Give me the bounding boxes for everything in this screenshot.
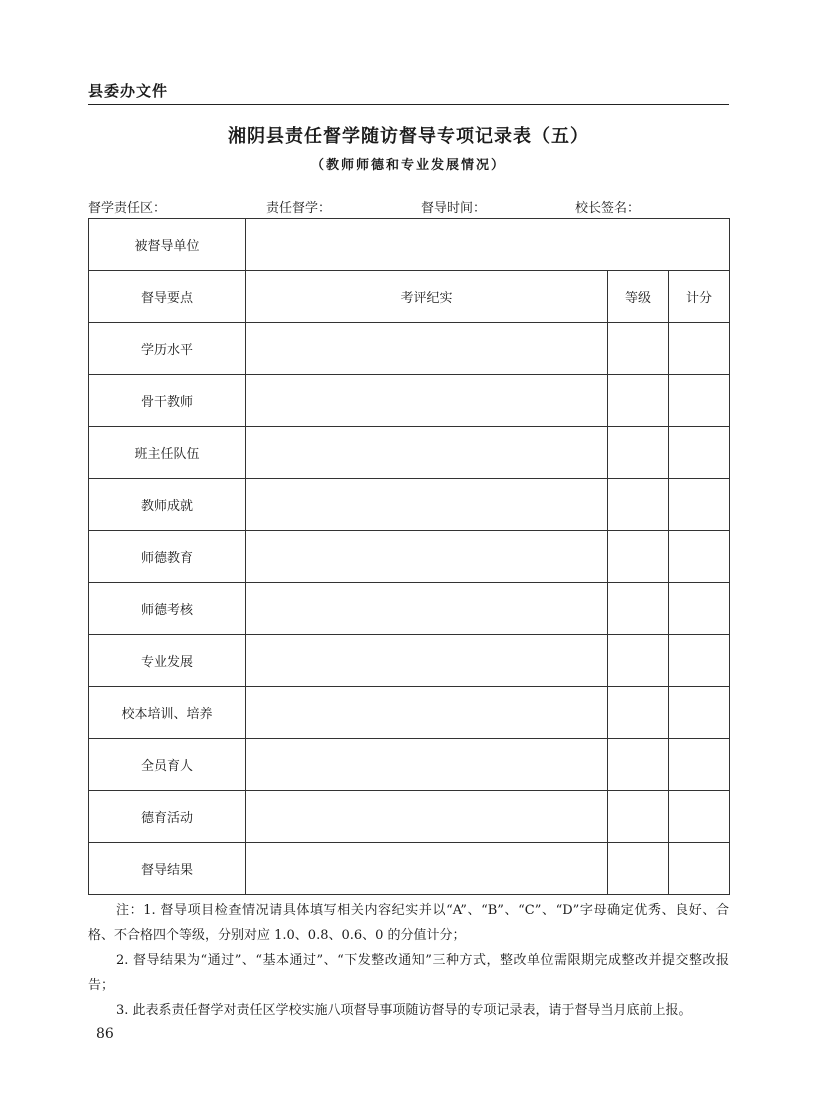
meta-inspector-label: 责任督学：	[266, 201, 332, 216]
note-1: 注：1. 督导项目检查情况请具体填写相关内容纪实并以“A”、“B”、“C”、“D”字母确定优秀、良好、合格、不合格四个等级，分别对应 1.0、0.8、0.6、0 的分值计分；	[88, 903, 729, 943]
grade-cell[interactable]	[608, 583, 669, 635]
table-row	[89, 687, 730, 739]
score-cell[interactable]	[669, 531, 730, 583]
table-row	[89, 479, 730, 531]
point-cell: 学历水平	[89, 323, 246, 375]
meta-principal-label: 校长签名：	[575, 201, 641, 216]
record-cell[interactable]	[246, 687, 608, 739]
record-cell[interactable]	[246, 791, 608, 843]
table-row	[89, 323, 730, 375]
table-row	[89, 843, 730, 895]
score-cell[interactable]	[669, 635, 730, 687]
point-cell: 督导结果	[89, 843, 246, 895]
score-cell[interactable]	[669, 479, 730, 531]
point-cell: 全员育人	[89, 739, 246, 791]
record-cell[interactable]	[246, 635, 608, 687]
note-3: 3. 此表系责任督学对责任区学校实施八项督导事项随访督导的专项记录表，请于督导当月底前上报。	[116, 1003, 692, 1018]
header-point-cell: 督导要点	[89, 271, 246, 323]
form-subtitle: （教师师德和专业发展情况）	[310, 158, 506, 173]
score-cell[interactable]	[669, 687, 730, 739]
meta-district-label: 督学责任区：	[88, 201, 167, 216]
grade-cell[interactable]	[608, 427, 669, 479]
record-cell[interactable]	[246, 583, 608, 635]
score-cell[interactable]	[669, 375, 730, 427]
point-cell: 教师成就	[89, 479, 246, 531]
table-row	[89, 427, 730, 479]
point-cell: 师德考核	[89, 583, 246, 635]
inspection-record-table	[88, 218, 730, 895]
grade-cell[interactable]	[608, 635, 669, 687]
table-row	[89, 531, 730, 583]
score-cell[interactable]	[669, 791, 730, 843]
header-score-cell: 计分	[669, 271, 730, 323]
document-header-label: 县委办文件	[88, 82, 169, 100]
meta-time-label: 督导时间：	[421, 201, 487, 216]
record-cell[interactable]	[246, 323, 608, 375]
table-row	[89, 375, 730, 427]
point-cell: 班主任队伍	[89, 427, 246, 479]
grade-cell[interactable]	[608, 843, 669, 895]
point-cell: 师德教育	[89, 531, 246, 583]
point-cell: 德育活动	[89, 791, 246, 843]
record-cell[interactable]	[246, 427, 608, 479]
table-row	[89, 635, 730, 687]
grade-cell[interactable]	[608, 323, 669, 375]
header-row	[89, 271, 730, 323]
table-row	[89, 791, 730, 843]
grade-cell[interactable]	[608, 791, 669, 843]
form-title: 湘阴县责任督学随访督导专项记录表（五）	[228, 126, 589, 147]
grade-cell[interactable]	[608, 687, 669, 739]
unit-label-cell: 被督导单位	[89, 219, 246, 271]
point-cell: 校本培训、培养	[89, 687, 246, 739]
header-record-cell: 考评纪实	[246, 271, 608, 323]
note-2: 2. 督导结果为“通过”、“基本通过”、“下发整改通知”三种方式，整改单位需限期完成整改并提交整改报告；	[88, 953, 729, 993]
record-cell[interactable]	[246, 479, 608, 531]
grade-cell[interactable]	[608, 479, 669, 531]
header-grade-cell: 等级	[608, 271, 669, 323]
grade-cell[interactable]	[608, 739, 669, 791]
grade-cell[interactable]	[608, 531, 669, 583]
unit-row	[89, 219, 730, 271]
page-number: 86	[96, 1026, 114, 1042]
score-cell[interactable]	[669, 843, 730, 895]
record-cell[interactable]	[246, 375, 608, 427]
score-cell[interactable]	[669, 427, 730, 479]
table-row	[89, 739, 730, 791]
table-row	[89, 583, 730, 635]
notes-section	[88, 898, 729, 1023]
point-cell: 专业发展	[89, 635, 246, 687]
header-divider	[88, 104, 729, 105]
record-cell[interactable]	[246, 531, 608, 583]
unit-value-cell[interactable]	[246, 219, 730, 271]
score-cell[interactable]	[669, 323, 730, 375]
record-cell[interactable]	[246, 739, 608, 791]
point-cell: 骨干教师	[89, 375, 246, 427]
record-cell[interactable]	[246, 843, 608, 895]
score-cell[interactable]	[669, 739, 730, 791]
score-cell[interactable]	[669, 583, 730, 635]
grade-cell[interactable]	[608, 375, 669, 427]
